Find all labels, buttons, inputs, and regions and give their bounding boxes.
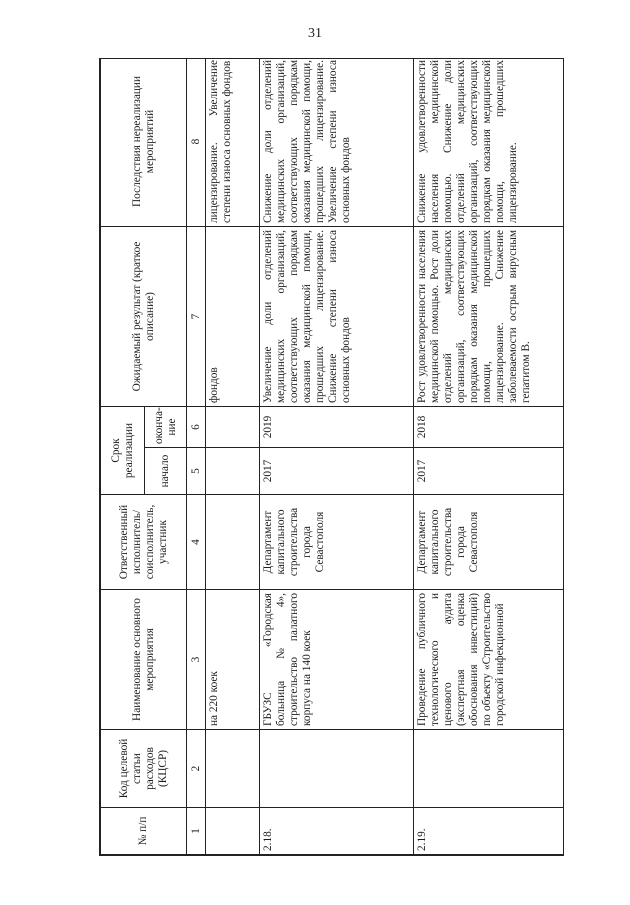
- measures-table: [100, 58, 564, 855]
- row-name: Проведение публичного технологического и ценового аудита (экспертная оценка обоснования инвестиций) по объекту «Строительство городской инфекционной: [414, 590, 565, 730]
- row-consequences: Снижение доли отделений медицинских организаций, соответствующих порядкам оказания медицинской помощи, прошедших лицензирование. Увеличение степени износа основных фондов: [260, 58, 414, 226]
- row-end: 2018: [414, 406, 565, 447]
- column-number: 8: [187, 58, 206, 226]
- row-consequences: лицензирование. Увеличение степени износа основных фондов: [206, 58, 260, 226]
- row-end: [206, 406, 260, 447]
- row-num: 2.19.: [414, 808, 565, 855]
- row-responsible: [206, 495, 260, 590]
- row-code: [260, 730, 414, 808]
- row-responsible: Департамент капитального строительства города Севастополя: [260, 495, 414, 590]
- row-result: Рост удовлетворенности населения медицинской помощью. Рост доли отделений медицинских организаций, соответствующих порядкам оказания медицинской помощи, прошедших лицензирование. Снижение заболеваемости острым вирусным гепатитом В.: [414, 226, 565, 406]
- column-number: 5: [187, 448, 206, 495]
- row-responsible: Департамент капитального строительства города Севастополя: [414, 495, 565, 590]
- row-start: 2017: [414, 448, 565, 495]
- column-number: 3: [187, 590, 206, 730]
- row-start: 2017: [260, 448, 414, 495]
- header-num: № п/п: [101, 808, 187, 855]
- column-number: 1: [187, 808, 206, 855]
- page-number: 31: [308, 26, 322, 41]
- row-code: [414, 730, 565, 808]
- header-end: оконча-ние: [145, 406, 187, 447]
- rotated-table-content: [99, 58, 564, 856]
- header-consequences: Последствия нереализации мероприятий: [101, 58, 187, 226]
- header-result: Ожидаемый результат (краткое описание): [101, 226, 187, 406]
- row-consequences: Снижение удовлетворенности населения медицинской помощью. Снижение доли отделений медицинских организаций, соответствующих порядкам оказания медицинской помощи, прошедших лицензирование.: [414, 58, 565, 226]
- column-number: 4: [187, 495, 206, 590]
- header-term: Срок реализации: [101, 406, 145, 494]
- column-numbers-row: [187, 58, 206, 855]
- table-row: [260, 58, 414, 855]
- row-name: ГБУЗС «Городская больница № 4», строительство палатного корпуса на 140 коек: [260, 590, 414, 730]
- header-start: начало: [145, 448, 187, 495]
- row-code: [206, 730, 260, 808]
- table-row: [206, 58, 260, 855]
- column-number: 2: [187, 730, 206, 808]
- row-num: [206, 808, 260, 855]
- header-name: Наименование основного мероприятия: [101, 590, 187, 730]
- row-end: 2019: [260, 406, 414, 447]
- row-num: 2.18.: [260, 808, 414, 855]
- row-start: [206, 448, 260, 495]
- table-frame: [99, 58, 564, 856]
- table-row: [414, 58, 565, 855]
- header-code: Код целевой статьи расходов (КЦСР): [101, 730, 187, 808]
- row-result: фондов: [206, 226, 260, 406]
- row-name: на 220 коек: [206, 590, 260, 730]
- row-result: Увеличение доли отделений медицинских организаций, соответствующих порядкам оказания медицинской помощи, прошедших лицензирование. Снижение степени износа основных фондов: [260, 226, 414, 406]
- header-responsible: Ответственный исполнитель/ соисполнитель, участник: [101, 495, 187, 590]
- column-number: 7: [187, 226, 206, 406]
- column-number: 6: [187, 406, 206, 447]
- header-row: [101, 58, 145, 855]
